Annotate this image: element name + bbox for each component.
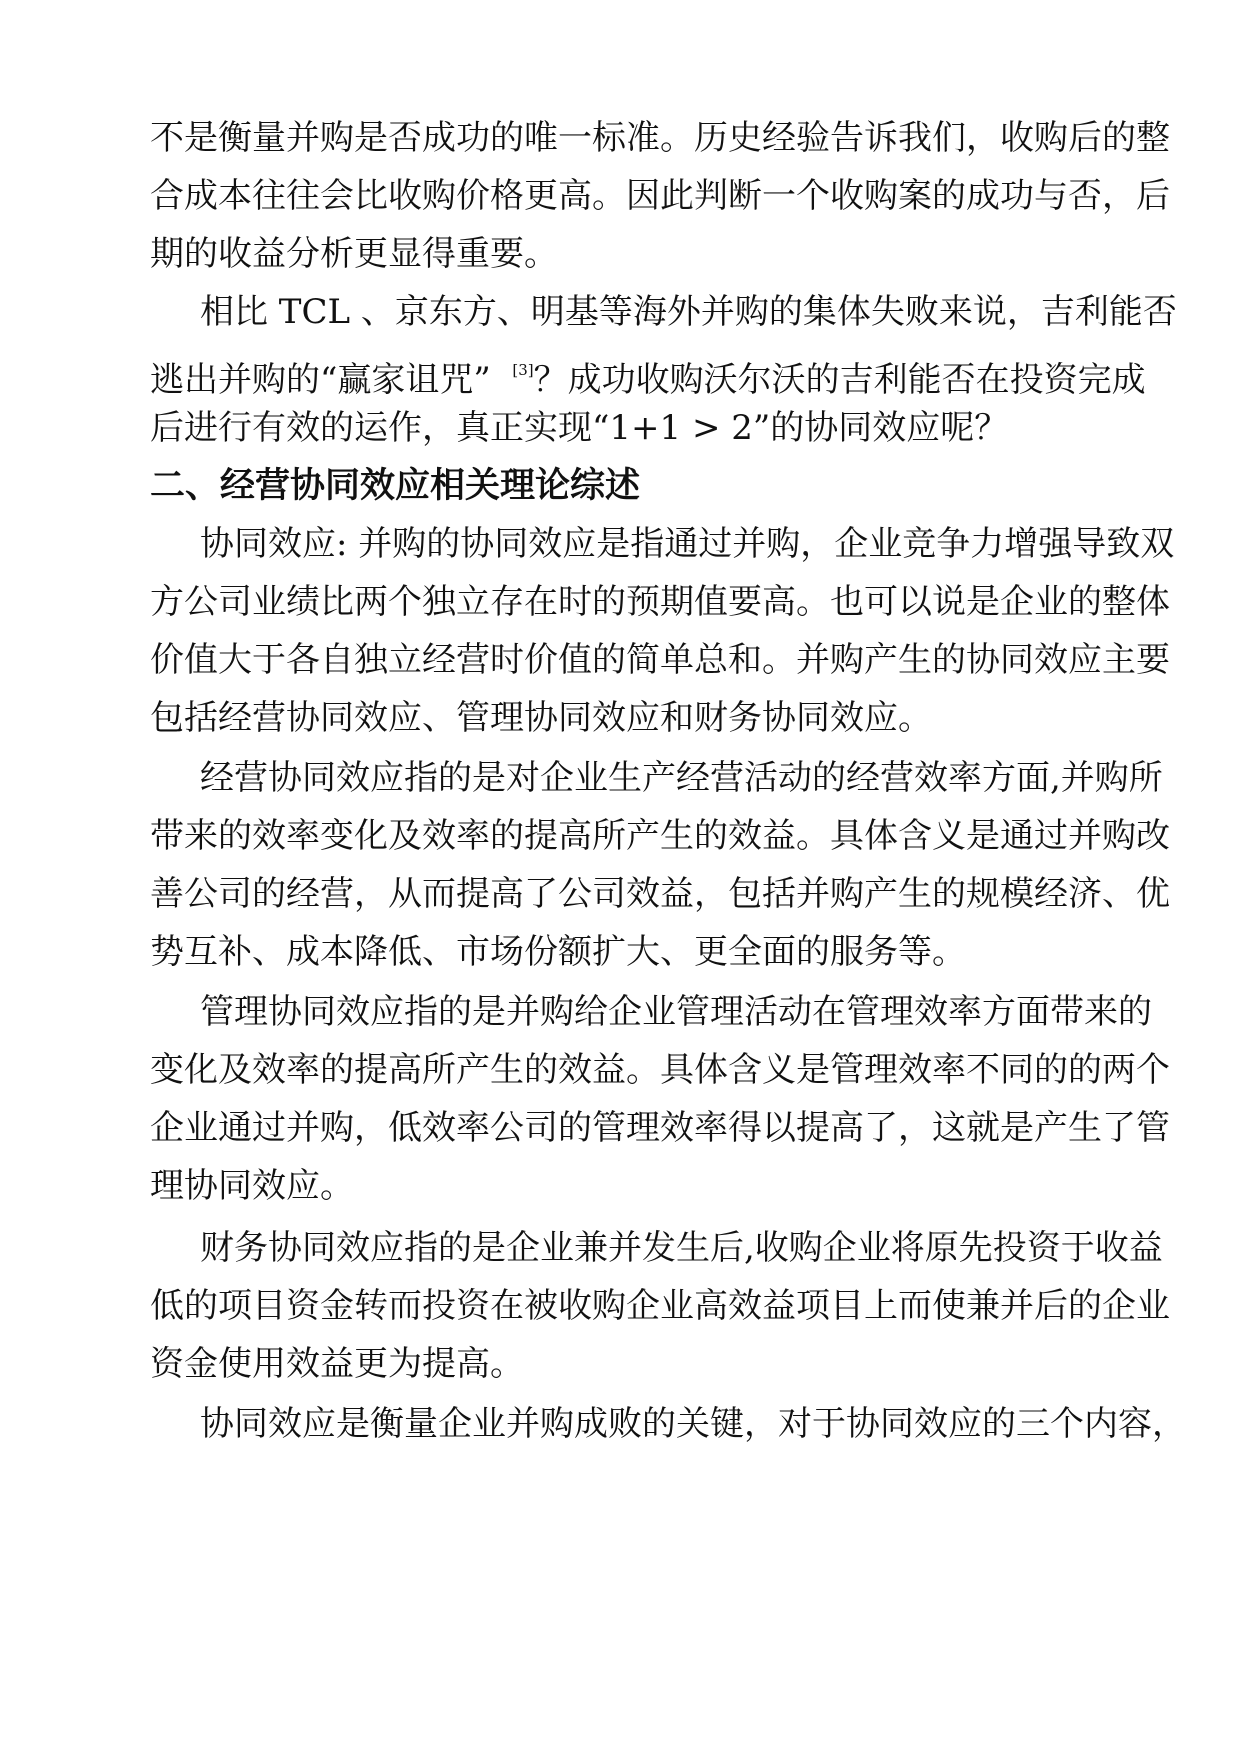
paragraph-line: 带来的效率变化及效率的提高所产生的效益。具体含义是通过并购改 <box>150 816 1170 856</box>
paragraph-line: 后进行有效的运作，真正实现“1+1 > 2”的协同效应呢？ <box>150 408 1009 448</box>
paragraph-line: 低的项目资金转而投资在被收购企业高效益项目上而使兼并后的企业 <box>150 1286 1170 1326</box>
paragraph-line: 善公司的经营，从而提高了公司效益，包括并购产生的规模经济、优 <box>150 874 1170 914</box>
paragraph-line-with-citation <box>150 350 1146 400</box>
paragraph-line: 管理协同效应指的是并购给企业管理活动在管理效率方面带来的 <box>200 992 1152 1032</box>
paragraph-line: 价值大于各自独立经营时价值的简单总和。并购产生的协同效应主要 <box>150 640 1170 680</box>
paragraph-line: 协同效应是衡量企业并购成败的关键，对于协同效应的三个内容， <box>200 1404 1186 1444</box>
paragraph-text: 逃出并购的“赢家诅咒” <box>150 360 491 400</box>
paragraph-line: 期的收益分析更显得重要。 <box>150 234 558 274</box>
paragraph-line: 经营协同效应指的是对企业生产经营活动的经营效率方面,并购所 <box>200 758 1163 798</box>
section-heading: 二、经营协同效应相关理论综述 <box>150 466 641 506</box>
paragraph-line: 不是衡量并购是否成功的唯一标准。历史经验告诉我们，收购后的整 <box>150 118 1170 158</box>
paragraph-line: 方公司业绩比两个独立存在时的预期值要高。也可以说是企业的整体 <box>150 582 1170 622</box>
paragraph-line: 包括经营协同效应、管理协同效应和财务协同效应。 <box>150 698 932 738</box>
paragraph-line: 资金使用效益更为提高。 <box>150 1344 524 1384</box>
paragraph-line: 企业通过并购，低效率公司的管理效率得以提高了，这就是产生了管 <box>150 1108 1170 1148</box>
paragraph-line: 财务协同效应指的是企业兼并发生后,收购企业将原先投资于收益 <box>200 1228 1163 1268</box>
paragraph-line: 势互补、成本降低、市场份额扩大、更全面的服务等。 <box>150 932 966 972</box>
paragraph-line: 合成本往往会比收购价格更高。因此判断一个收购案的成功与否，后 <box>150 176 1170 216</box>
paragraph-line: 理协同效应。 <box>150 1166 354 1206</box>
citation-marker: [3] <box>512 361 534 379</box>
paragraph-line: 协同效应: 并购的协同效应是指通过并购，企业竞争力增强导致双 <box>200 524 1175 564</box>
paragraph-text: ？成功收购沃尔沃的吉利能否在投资完成 <box>533 360 1146 400</box>
paragraph-line: 相比 TCL 、京东方、明基等海外并购的集体失败来说，吉利能否 <box>200 292 1177 332</box>
paragraph-line: 变化及效率的提高所产生的效益。具体含义是管理效率不同的的两个 <box>150 1050 1170 1090</box>
